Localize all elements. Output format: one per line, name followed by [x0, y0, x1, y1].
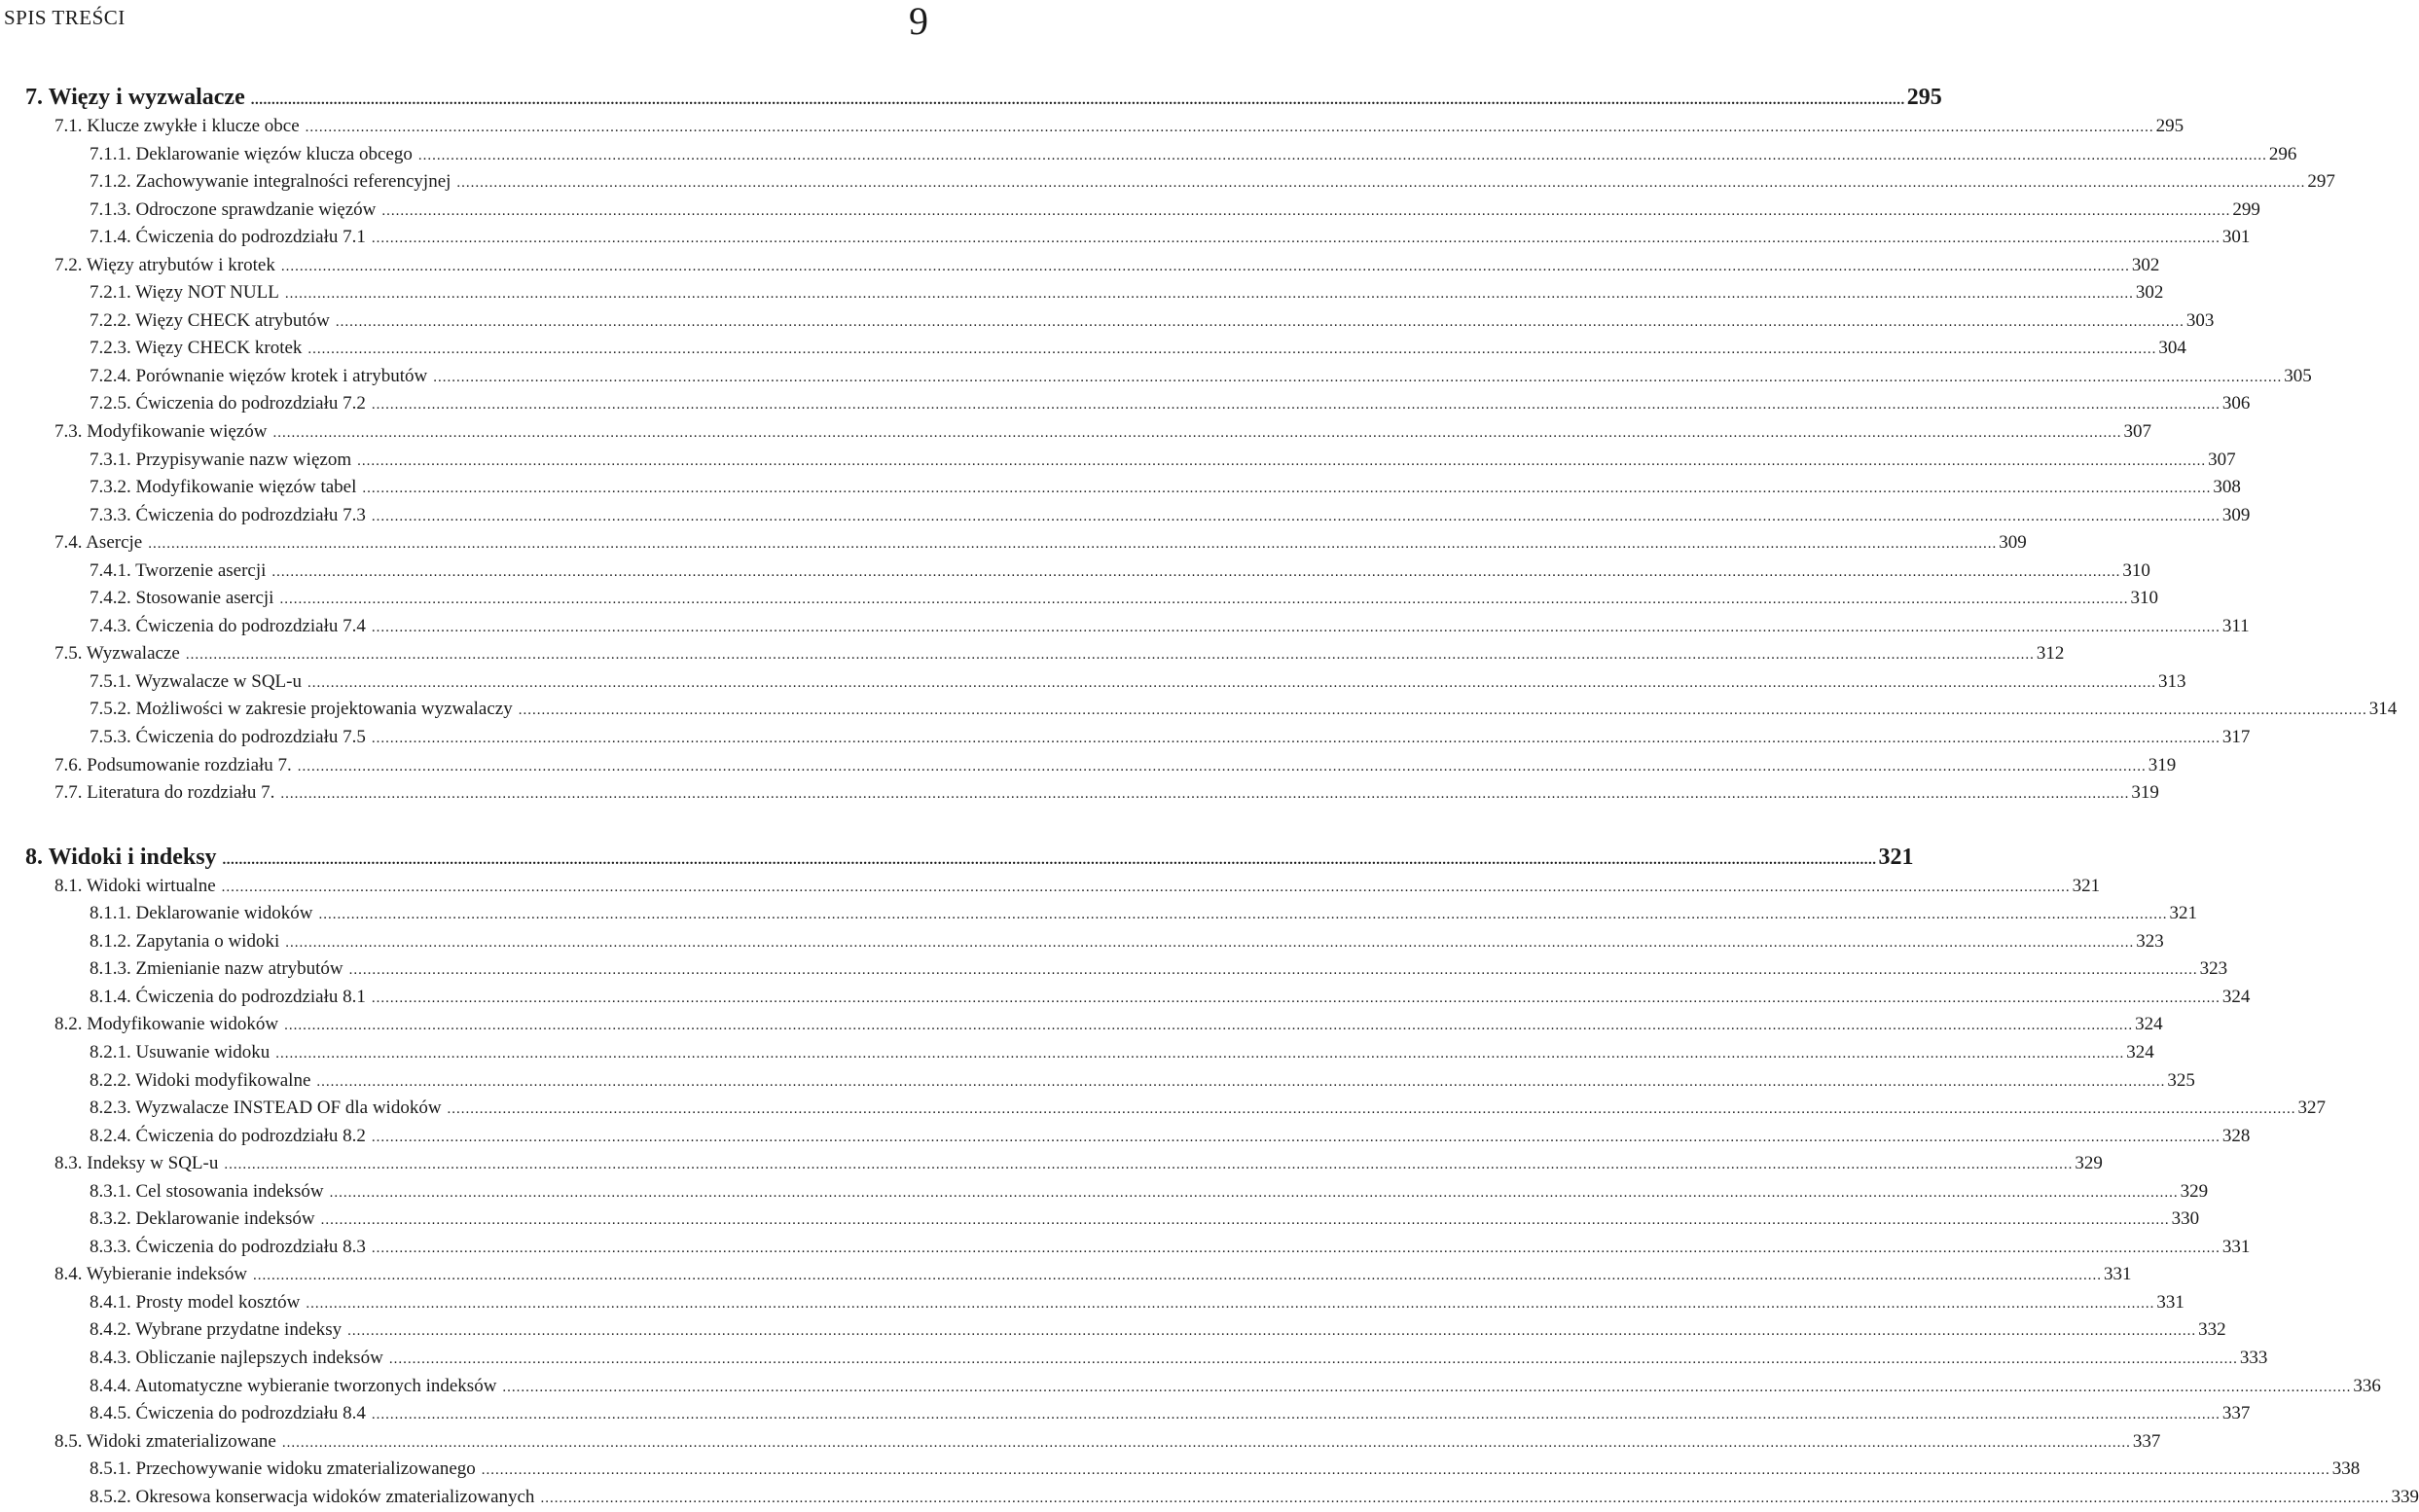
- dot-leader: ................................................................................................................................................................................................................................................................................................................................................................................................................: [320, 1212, 2170, 1229]
- toc-subsection-entry[interactable]: [0, 1039, 2154, 1067]
- toc-entry-page: 324: [2126, 1041, 2154, 1062]
- toc-entry-label: 8.4.2. Wybrane przydatne indeksy: [90, 1319, 343, 1341]
- toc-section-entry[interactable]: [0, 640, 2065, 668]
- toc-entry-label: 7.4.2. Stosowanie asercji: [90, 588, 274, 609]
- dot-leader: ................................................................................................................................................................................................................................................................................................................................................................................................................: [148, 536, 1998, 553]
- toc-entry-page: 308: [2213, 477, 2241, 498]
- toc-entry-page: 297: [2307, 171, 2335, 193]
- chapter-spacer: [0, 808, 934, 842]
- toc-section-entry[interactable]: [0, 752, 2177, 780]
- dot-leader: ................................................................................................................................................................................................................................................................................................................................................................................................................: [417, 147, 2267, 163]
- dot-leader: ................................................................................................................................................................................................................................................................................................................................................................................................................: [371, 731, 2220, 747]
- toc-subsection-entry[interactable]: [0, 668, 2186, 697]
- toc-subsection-entry[interactable]: [0, 363, 2312, 391]
- dot-leader: ................................................................................................................................................................................................................................................................................................................................................................................................................: [281, 1434, 2131, 1451]
- dot-leader: ................................................................................................................................................................................................................................................................................................................................................................................................................: [347, 1323, 2197, 1340]
- dot-leader: ................................................................................................................................................................................................................................................................................................................................................................................................................: [307, 342, 2157, 358]
- toc-entry-label: 8.2.1. Usuwanie widoku: [90, 1041, 271, 1062]
- dot-leader: ................................................................................................................................................................................................................................................................................................................................................................................................................: [348, 962, 2198, 979]
- dot-leader: ................................................................................................................................................................................................................................................................................................................................................................................................................: [388, 1350, 2238, 1367]
- toc-entry-label: 8.5.2. Okresowa konserwacja widoków zmaterializowanych: [90, 1486, 535, 1507]
- toc-entry-page: 305: [2284, 365, 2312, 386]
- dot-leader: ................................................................................................................................................................................................................................................................................................................................................................................................................: [371, 1129, 2220, 1145]
- table-of-contents: [0, 82, 2419, 1511]
- toc-entry-label: 8.1.2. Zapytania o widoki: [90, 930, 280, 952]
- toc-entry-page: 296: [2268, 143, 2297, 164]
- toc-entry-page: 329: [2180, 1180, 2209, 1202]
- toc-entry-page: 307: [2208, 449, 2236, 470]
- toc-entry-page: 337: [2132, 1430, 2161, 1452]
- toc-entry-label: 8.1. Widoki wirtualne: [54, 875, 216, 896]
- toc-chapter-heading[interactable]: [0, 842, 1914, 873]
- dot-leader: ................................................................................................................................................................................................................................................................................................................................................................................................................: [329, 1184, 2179, 1201]
- dot-leader: ................................................................................................................................................................................................................................................................................................................................................................................................................: [272, 425, 2122, 442]
- toc-subsection-entry[interactable]: [0, 1289, 2184, 1317]
- dot-leader: ................................................................................................................................................................................................................................................................................................................................................................................................................: [362, 481, 2212, 497]
- dot-leader: ................................................................................................................................................................................................................................................................................................................................................................................................................: [252, 1268, 2102, 1284]
- toc-entry-page: 329: [2075, 1153, 2103, 1174]
- toc-subsection-entry[interactable]: [0, 1095, 2327, 1123]
- dot-leader: ................................................................................................................................................................................................................................................................................................................................................................................................................: [306, 1295, 2155, 1312]
- toc-entry-label: 7.4.1. Tworzenie asercji: [90, 559, 267, 581]
- toc-subsection-entry[interactable]: [0, 279, 2164, 307]
- toc-entry-label: 8.2. Modyfikowanie widoków: [54, 1014, 279, 1035]
- dot-leader: ................................................................................................................................................................................................................................................................................................................................................................................................................: [280, 258, 2130, 274]
- dot-leader: ................................................................................................................................................................................................................................................................................................................................................................................................................: [447, 1101, 2296, 1118]
- toc-entry-page: 321: [1878, 844, 1914, 870]
- toc-subsection-entry[interactable]: [0, 724, 2251, 752]
- toc-entry-page: 304: [2158, 338, 2186, 359]
- dot-leader: ................................................................................................................................................................................................................................................................................................................................................................................................................: [250, 92, 1905, 108]
- dot-leader: ................................................................................................................................................................................................................................................................................................................................................................................................................: [481, 1462, 2330, 1479]
- dot-leader: ................................................................................................................................................................................................................................................................................................................................................................................................................: [279, 592, 2129, 608]
- toc-entry-page: 319: [2148, 754, 2177, 775]
- toc-entry-label: 7.1.4. Ćwiczenia do podrozdziału 7.1: [90, 227, 366, 248]
- toc-subsection-entry[interactable]: [0, 1178, 2209, 1206]
- toc-entry-label: 7.1.3. Odroczone sprawdzanie więzów: [90, 198, 377, 220]
- toc-entry-page: 323: [2136, 930, 2164, 952]
- toc-subsection-entry[interactable]: [0, 447, 2236, 475]
- toc-subsection-entry[interactable]: [0, 197, 2260, 225]
- toc-entry-label: 8.2.2. Widoki modyfikowalne: [90, 1069, 311, 1091]
- toc-entry-page: 321: [2072, 875, 2101, 896]
- page-number: 9: [909, 0, 928, 43]
- dot-leader: ................................................................................................................................................................................................................................................................................................................................................................................................................: [222, 851, 1877, 868]
- dot-leader: ................................................................................................................................................................................................................................................................................................................................................................................................................: [285, 934, 2135, 951]
- toc-entry-label: 8.1.4. Ćwiczenia do podrozdziału 8.1: [90, 986, 366, 1007]
- toc-entry-page: 312: [2036, 643, 2065, 665]
- toc-subsection-entry[interactable]: [0, 1484, 2419, 1512]
- toc-entry-page: 310: [2122, 559, 2150, 581]
- toc-entry-page: 309: [1999, 532, 2027, 554]
- toc-entry-page: 324: [2221, 986, 2251, 1007]
- dot-leader: ................................................................................................................................................................................................................................................................................................................................................................................................................: [371, 1407, 2220, 1423]
- toc-section-entry[interactable]: [0, 113, 2184, 141]
- toc-entry-page: 307: [2123, 421, 2151, 443]
- toc-section-entry[interactable]: [0, 1150, 2103, 1178]
- toc-subsection-entry[interactable]: [0, 558, 2150, 586]
- toc-entry-label: 7.2.3. Więzy CHECK krotek: [90, 338, 303, 359]
- toc-subsection-entry[interactable]: [0, 307, 2215, 336]
- toc-entry-label: 8.2.3. Wyzwalacze INSTEAD OF dla widoków: [90, 1098, 442, 1119]
- toc-entry-label: 8.1.1. Deklarowanie widoków: [90, 903, 313, 924]
- toc-section-entry[interactable]: [0, 252, 2160, 280]
- toc-entry-page: 321: [2169, 903, 2198, 924]
- dot-leader: ................................................................................................................................................................................................................................................................................................................................................................................................................: [224, 1157, 2074, 1173]
- dot-leader: ................................................................................................................................................................................................................................................................................................................................................................................................................: [371, 231, 2220, 247]
- toc-entry-page: 302: [2135, 282, 2164, 304]
- toc-entry-page: 319: [2131, 782, 2159, 804]
- toc-entry-page: 310: [2130, 588, 2158, 609]
- toc-entry-label: 7.5. Wyzwalacze: [54, 643, 180, 665]
- dot-leader: ................................................................................................................................................................................................................................................................................................................................................................................................................: [371, 1240, 2220, 1256]
- dot-leader: ................................................................................................................................................................................................................................................................................................................................................................................................................: [305, 120, 2154, 135]
- toc-subsection-entry[interactable]: [0, 1316, 2226, 1345]
- toc-section-entry[interactable]: [0, 1428, 2161, 1457]
- toc-entry-label: 7.1.1. Deklarowanie więzów klucza obcego: [90, 143, 413, 164]
- toc-entry-label: 7.5.1. Wyzwalacze w SQL-u: [90, 670, 302, 692]
- toc-entry-page: 306: [2221, 393, 2251, 414]
- toc-entry-page: 302: [2131, 254, 2160, 275]
- dot-leader: ................................................................................................................................................................................................................................................................................................................................................................................................................: [371, 990, 2220, 1006]
- toc-entry-page: 333: [2239, 1347, 2268, 1368]
- toc-entry-label: 7. Więzy i wyzwalacze: [25, 85, 245, 110]
- toc-subsection-entry[interactable]: [0, 696, 2398, 724]
- dot-leader: ................................................................................................................................................................................................................................................................................................................................................................................................................: [335, 313, 2184, 330]
- dot-leader: ................................................................................................................................................................................................................................................................................................................................................................................................................: [540, 1490, 2390, 1506]
- toc-entry-label: 7.3.2. Modyfikowanie więzów tabel: [90, 477, 357, 498]
- toc-entry-page: 331: [2221, 1236, 2251, 1257]
- toc-subsection-entry[interactable]: [0, 1234, 2251, 1262]
- toc-entry-label: 8.4.4. Automatyczne wybieranie tworzonych indeksów: [90, 1375, 497, 1396]
- toc-entry-label: 7.2.4. Porównanie więzów krotek i atrybutów: [90, 365, 428, 386]
- toc-entry-label: 7.7. Literatura do rozdziału 7.: [54, 782, 275, 804]
- toc-entry-label: 7.4.3. Ćwiczenia do podrozdziału 7.4: [90, 615, 366, 636]
- toc-entry-label: 7.1.2. Zachowywanie integralności referencyjnej: [90, 171, 451, 193]
- toc-subsection-entry[interactable]: [0, 585, 2158, 613]
- toc-entry-label: 8.3. Indeksy w SQL-u: [54, 1153, 219, 1174]
- dot-leader: ................................................................................................................................................................................................................................................................................................................................................................................................................: [433, 369, 2283, 385]
- dot-leader: ................................................................................................................................................................................................................................................................................................................................................................................................................: [502, 1379, 2352, 1395]
- toc-subsection-entry[interactable]: [0, 984, 2251, 1012]
- toc-subsection-entry[interactable]: [0, 390, 2251, 418]
- toc-entry-label: 7.5.2. Możliwości w zakresie projektowania wyzwalaczy: [90, 699, 513, 720]
- toc-entry-page: 299: [2232, 198, 2260, 220]
- toc-entry-page: 314: [2368, 699, 2398, 720]
- toc-entry-page: 331: [2156, 1291, 2184, 1313]
- toc-entry-label: 8.3.2. Deklarowanie indeksów: [90, 1208, 315, 1230]
- toc-entry-page: 328: [2221, 1125, 2251, 1146]
- toc-entry-page: 324: [2135, 1014, 2163, 1035]
- toc-entry-page: 332: [2198, 1319, 2226, 1341]
- dot-leader: ................................................................................................................................................................................................................................................................................................................................................................................................................: [357, 452, 2207, 469]
- running-header-title: SPIS TREŚCI: [4, 6, 126, 29]
- toc-subsection-entry[interactable]: [0, 168, 2335, 197]
- toc-entry-label: 7.2.1. Więzy NOT NULL: [90, 282, 279, 304]
- dot-leader: ................................................................................................................................................................................................................................................................................................................................................................................................................: [221, 879, 2071, 895]
- dot-leader: ................................................................................................................................................................................................................................................................................................................................................................................................................: [318, 907, 2168, 923]
- toc-entry-page: 330: [2171, 1208, 2200, 1230]
- toc-entry-label: 7.2. Więzy atrybutów i krotek: [54, 254, 275, 275]
- toc-subsection-entry[interactable]: [0, 335, 2186, 363]
- toc-entry-page: 311: [2221, 615, 2250, 636]
- toc-entry-label: 8.5.1. Przechowywanie widoku zmaterializowanego: [90, 1458, 476, 1480]
- dot-leader: ................................................................................................................................................................................................................................................................................................................................................................................................................: [185, 647, 2035, 664]
- toc-entry-page: 313: [2158, 670, 2186, 692]
- toc-entry-page: 309: [2221, 504, 2251, 525]
- toc-subsection-entry[interactable]: [0, 1206, 2200, 1234]
- toc-entry-page: 339: [2391, 1486, 2419, 1507]
- dot-leader: ................................................................................................................................................................................................................................................................................................................................................................................................................: [297, 758, 2147, 774]
- toc-entry-label: 7.4. Asercje: [54, 532, 143, 554]
- toc-entry-label: 8.5. Widoki zmaterializowane: [54, 1430, 276, 1452]
- toc-entry-page: 338: [2331, 1458, 2361, 1480]
- toc-entry-label: 8.1.3. Zmienianie nazw atrybutów: [90, 958, 343, 980]
- toc-entry-label: 8. Widoki i indeksy: [25, 844, 217, 870]
- toc-subsection-entry[interactable]: [0, 1456, 2361, 1484]
- toc-subsection-entry[interactable]: [0, 955, 2228, 984]
- toc-entry-label: 7.3.1. Przypisywanie nazw więzom: [90, 449, 352, 470]
- toc-entry-label: 8.4. Wybieranie indeksów: [54, 1264, 247, 1285]
- toc-entry-page: 301: [2221, 227, 2251, 248]
- toc-entry-label: 8.4.5. Ćwiczenia do podrozdziału 8.4: [90, 1403, 366, 1424]
- toc-subsection-entry[interactable]: [0, 1067, 2195, 1096]
- toc-entry-label: 7.1. Klucze zwykłe i klucze obce: [54, 116, 300, 136]
- toc-subsection-entry[interactable]: [0, 900, 2198, 928]
- dot-leader: ................................................................................................................................................................................................................................................................................................................................................................................................................: [307, 674, 2156, 691]
- toc-entry-page: 295: [1906, 85, 1942, 110]
- dot-leader: ................................................................................................................................................................................................................................................................................................................................................................................................................: [316, 1073, 2166, 1090]
- toc-entry-label: 7.5.3. Ćwiczenia do podrozdziału 7.5: [90, 727, 366, 748]
- toc-entry-label: 8.2.4. Ćwiczenia do podrozdziału 8.2: [90, 1125, 366, 1146]
- toc-subsection-entry[interactable]: [0, 224, 2251, 252]
- toc-section-entry[interactable]: [0, 1261, 2132, 1289]
- toc-entry-label: 8.4.1. Prosty model kosztów: [90, 1291, 301, 1313]
- toc-subsection-entry[interactable]: [0, 1345, 2268, 1373]
- toc-entry-page: 295: [2155, 116, 2184, 136]
- toc-entry-page: 331: [2103, 1264, 2132, 1285]
- toc-entry-label: 8.3.1. Cel stosowania indeksów: [90, 1180, 324, 1202]
- toc-entry-page: 325: [2167, 1069, 2195, 1091]
- toc-entry-page: 303: [2185, 309, 2215, 331]
- dot-leader: ................................................................................................................................................................................................................................................................................................................................................................................................................: [284, 1018, 2134, 1034]
- toc-section-entry[interactable]: [0, 779, 2159, 808]
- toc-entry-label: 7.2.2. Więzy CHECK atrybutów: [90, 309, 330, 331]
- dot-leader: ................................................................................................................................................................................................................................................................................................................................................................................................................: [280, 786, 2130, 803]
- toc-entry-page: 317: [2221, 727, 2251, 748]
- toc-entry-label: 7.3.3. Ćwiczenia do podrozdziału 7.3: [90, 504, 366, 525]
- dot-leader: ................................................................................................................................................................................................................................................................................................................................................................................................................: [456, 175, 2306, 192]
- toc-entry-label: 8.3.3. Ćwiczenia do podrozdziału 8.3: [90, 1236, 366, 1257]
- toc-chapter-heading[interactable]: [0, 82, 1942, 113]
- dot-leader: ................................................................................................................................................................................................................................................................................................................................................................................................................: [371, 397, 2220, 414]
- dot-leader: ................................................................................................................................................................................................................................................................................................................................................................................................................: [371, 508, 2220, 524]
- dot-leader: ................................................................................................................................................................................................................................................................................................................................................................................................................: [284, 286, 2134, 303]
- toc-subsection-entry[interactable]: [0, 502, 2251, 530]
- toc-subsection-entry[interactable]: [0, 613, 2250, 641]
- toc-entry-page: 336: [2353, 1375, 2381, 1396]
- toc-section-entry[interactable]: [0, 529, 2027, 558]
- toc-subsection-entry[interactable]: [0, 1123, 2251, 1151]
- dot-leader: ................................................................................................................................................................................................................................................................................................................................................................................................................: [371, 619, 2220, 635]
- toc-subsection-entry[interactable]: [0, 928, 2164, 956]
- toc-entry-label: 7.3. Modyfikowanie więzów: [54, 421, 268, 443]
- toc-section-entry[interactable]: [0, 418, 2151, 447]
- toc-section-entry[interactable]: [0, 873, 2101, 901]
- toc-entry-page: 323: [2199, 958, 2228, 980]
- toc-subsection-entry[interactable]: [0, 1400, 2251, 1428]
- toc-entry-label: 7.6. Podsumowanie rozdziału 7.: [54, 754, 292, 775]
- toc-entry-page: 337: [2221, 1403, 2251, 1424]
- toc-entry-label: 7.2.5. Ćwiczenia do podrozdziału 7.2: [90, 393, 366, 414]
- dot-leader: ................................................................................................................................................................................................................................................................................................................................................................................................................: [518, 702, 2367, 719]
- toc-section-entry[interactable]: [0, 1011, 2163, 1039]
- toc-subsection-entry[interactable]: [0, 141, 2297, 169]
- dot-leader: ................................................................................................................................................................................................................................................................................................................................................................................................................: [271, 563, 2121, 580]
- toc-subsection-entry[interactable]: [0, 1373, 2381, 1401]
- toc-entry-label: 8.4.3. Obliczanie najlepszych indeksów: [90, 1347, 383, 1368]
- toc-subsection-entry[interactable]: [0, 474, 2241, 502]
- dot-leader: ................................................................................................................................................................................................................................................................................................................................................................................................................: [381, 202, 2231, 219]
- dot-leader: ................................................................................................................................................................................................................................................................................................................................................................................................................: [275, 1045, 2125, 1062]
- toc-entry-page: 327: [2297, 1098, 2327, 1119]
